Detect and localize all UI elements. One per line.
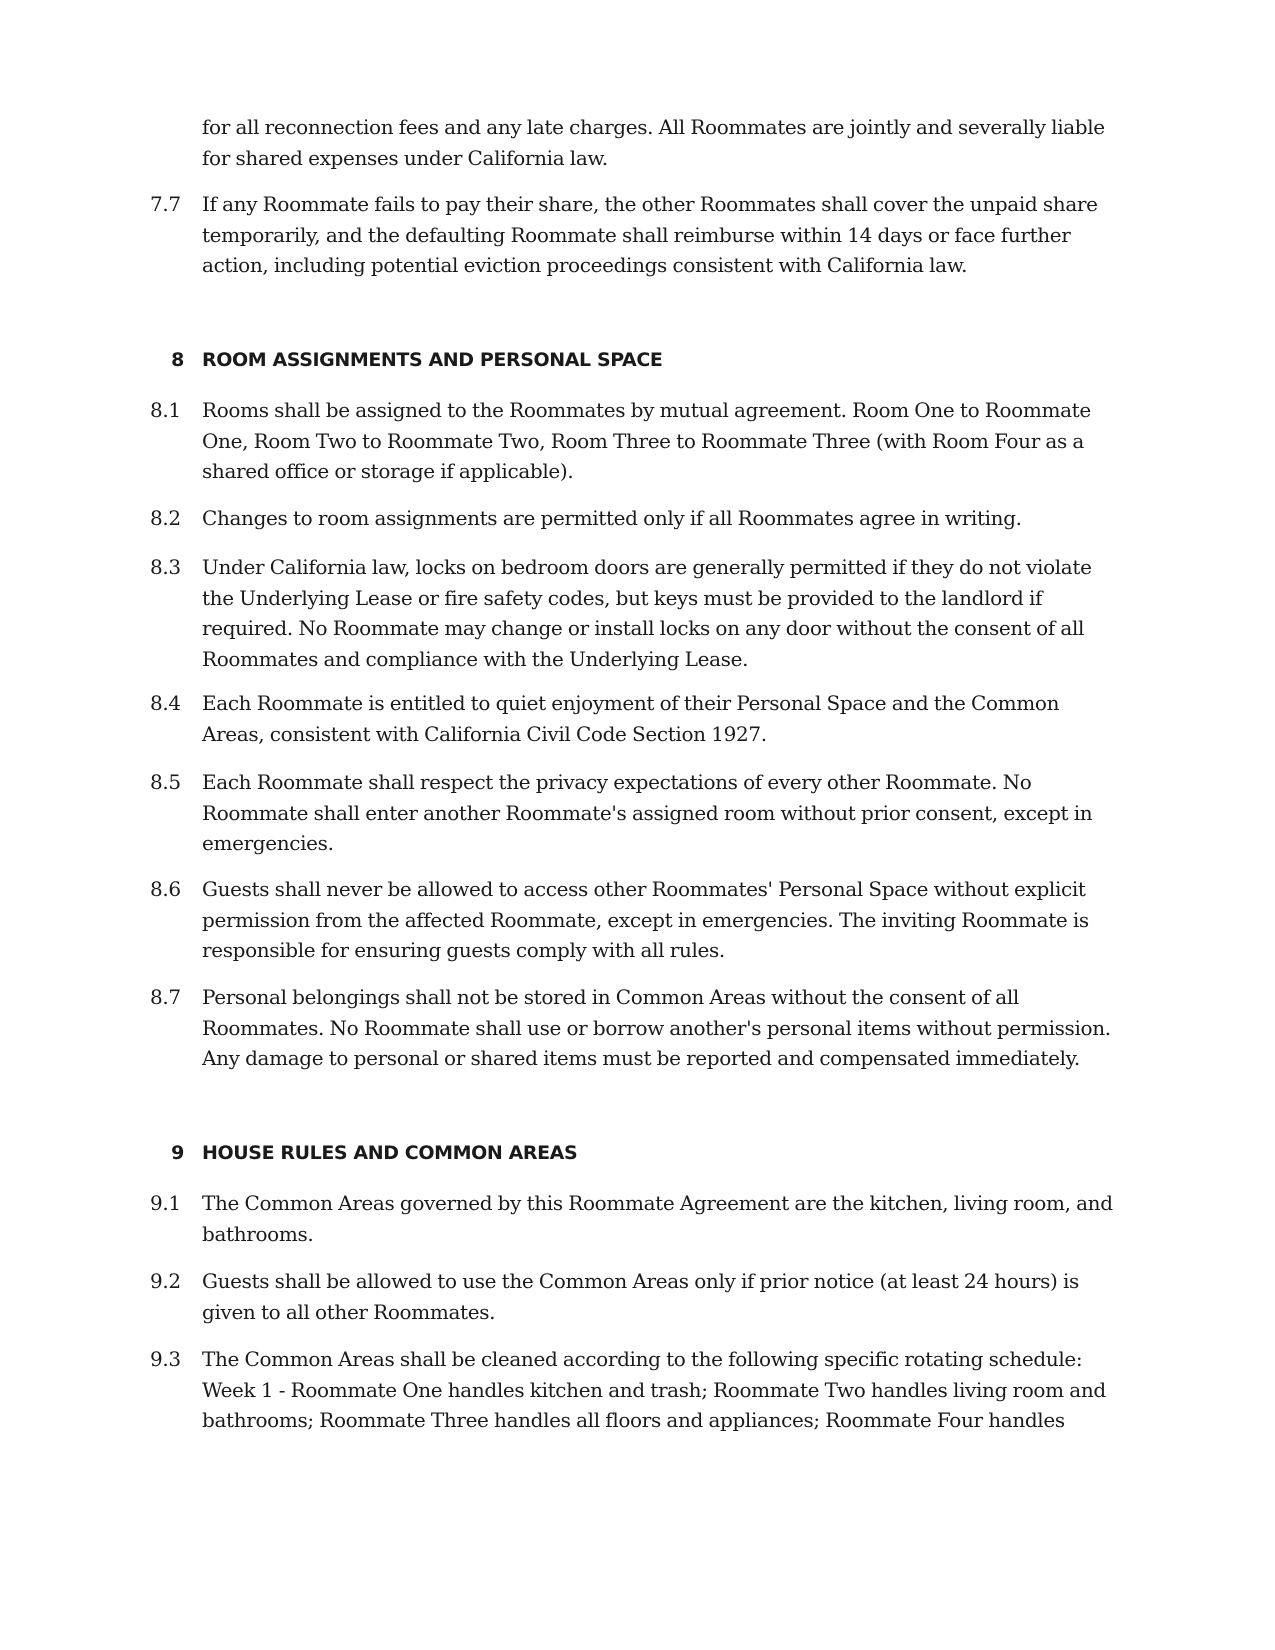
section-heading-9 xyxy=(150,1138,1120,1168)
section-title: ROOM ASSIGNMENTS AND PERSONAL SPACE xyxy=(202,349,663,371)
clause-text: Personal belongings shall not be stored in Common Areas without the consent of all Roommates. No Roommate shall use or borrow another's personal items without permission. Any damage to personal or shared items must be reported and compensated immediately. xyxy=(202,985,1111,1070)
section-number: 9 xyxy=(171,1142,184,1164)
clause-8-1 xyxy=(150,395,1120,487)
clause-text: Each Roommate shall respect the privacy expectations of every other Roommate. No Roommate shall enter another Roommate's assigned room without prior consent, except in emergencies. xyxy=(202,770,1093,855)
clause-number: 7.7 xyxy=(150,192,181,216)
clause-text: Guests shall be allowed to use the Common Areas only if prior notice (at least 24 hours) is given to all other Roommates. xyxy=(202,1269,1079,1324)
clause-number: 9.3 xyxy=(150,1347,181,1371)
clause-8-6 xyxy=(150,874,1120,966)
clause-8-5 xyxy=(150,767,1120,859)
clause-text: The Common Areas shall be cleaned according to the following specific rotating schedule: Week 1 - Roommate One handles kitchen and trash; Roommate Two handles living room and bathrooms; Roommate Three handles all floors and appliances; Roommate Four handles xyxy=(202,1347,1106,1432)
clause-number: 8.5 xyxy=(150,770,181,794)
clause-8-3 xyxy=(150,552,1120,674)
section-number: 8 xyxy=(171,349,184,371)
clause-text: If any Roommate fails to pay their share, the other Roommates shall cover the unpaid share temporarily, and the defaulting Roommate shall reimburse within 14 days or face further action, including potential eviction proceedings consistent with California law. xyxy=(202,192,1098,277)
clause-text: Rooms shall be assigned to the Roommates by mutual agreement. Room One to Roommate One, Room Two to Roommate Two, Room Three to Roommate Three (with Room Four as a shared office or storage if applicable). xyxy=(202,398,1091,483)
clause-text: Guests shall never be allowed to access other Roommates' Personal Space without explicit permission from the affected Roommate, except in emergencies. The inviting Roommate is responsible for ensuring guests comply with all rules. xyxy=(202,877,1089,962)
clause-number: 8.2 xyxy=(150,506,181,530)
clause-8-4 xyxy=(150,688,1120,749)
clause-number: 9.1 xyxy=(150,1191,181,1215)
clause-text: The Common Areas governed by this Roommate Agreement are the kitchen, living room, and bathrooms. xyxy=(202,1191,1113,1246)
clause-number: 9.2 xyxy=(150,1269,181,1293)
section-heading-8 xyxy=(150,345,1120,375)
clause-text: for all reconnection fees and any late charges. All Roommates are jointly and severally liable for shared expenses under California law. xyxy=(202,115,1105,170)
clause-number: 8.6 xyxy=(150,877,181,901)
clause-8-2 xyxy=(150,503,1120,534)
clause-number: 8.3 xyxy=(150,555,181,579)
continuation-paragraph xyxy=(150,112,1120,173)
clause-text: Under California law, locks on bedroom doors are generally permitted if they do not violate the Underlying Lease or fire safety codes, but keys must be provided to the landlord if required. No Roommate may change or install locks on any door without the consent of all Roommates and compliance with the Underlying Lease. xyxy=(202,555,1092,671)
clause-text: Each Roommate is entitled to quiet enjoyment of their Personal Space and the Common Areas, consistent with California Civil Code Section 1927. xyxy=(202,691,1060,746)
clause-9-2 xyxy=(150,1266,1120,1327)
clause-number: 8.4 xyxy=(150,691,181,715)
clause-9-3 xyxy=(150,1344,1120,1436)
clause-number: 8.7 xyxy=(150,985,181,1009)
section-title: HOUSE RULES AND COMMON AREAS xyxy=(202,1142,578,1164)
clause-9-1 xyxy=(150,1188,1120,1249)
clause-text: Changes to room assignments are permitted only if all Roommates agree in writing. xyxy=(202,506,1022,530)
clause-8-7 xyxy=(150,982,1120,1074)
clause-7-7 xyxy=(150,189,1120,281)
clause-number: 8.1 xyxy=(150,398,181,422)
